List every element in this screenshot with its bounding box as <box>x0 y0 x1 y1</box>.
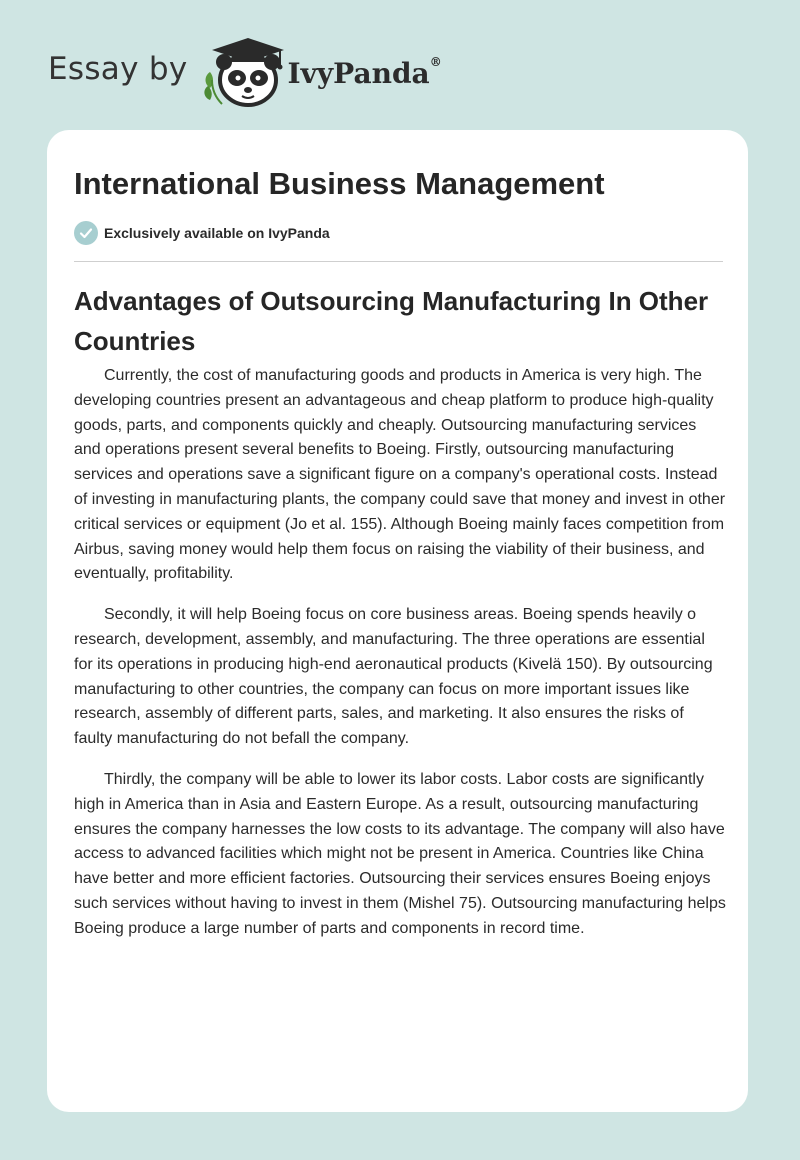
exclusive-badge <box>74 221 330 245</box>
ivypanda-logo[interactable] <box>200 36 286 108</box>
registered-mark: ® <box>429 54 442 69</box>
paragraph: Secondly, it will help Boeing focus on core business areas. Boeing spends heavily o research, development, assembly, and manufacturing. The three operations are essential for its operations in producing high-end aeronautical products (Kivelä 150). By outsourcing manufacturing to other countries, the company can focus on more important issues like research, assembly of different parts, sales, and marketing. It also ensures the risks of faulty manufacturing do not befall the company. <box>74 606 713 748</box>
check-icon <box>74 221 98 245</box>
section-heading: Advantages of Outsourcing Manufacturing In Other Countries <box>74 286 709 356</box>
brand-header <box>48 36 442 108</box>
page-title: International Business Management <box>74 166 605 201</box>
paragraph: Currently, the cost of manufacturing goods and products in America is very high. The developing countries present an advantageous and cheap platform to produce high-quality goods, parts, and components quickly and cheaply. Outsourcing manufacturing services and operations present several benefits to Boeing. Firstly, outsourcing manufacturing services and operations save a significant figure on a company's operational costs. Instead of investing in manufacturing plants, the company could save that money and invest in other critical services or equipment (Jo et al. 155). Although Boeing mainly faces competition from Airbus, saving money would help them focus on raising the viability of their business, and eventually, profitability. <box>74 367 726 583</box>
divider <box>74 261 723 262</box>
essay-by-label: Essay by <box>48 51 188 87</box>
panda-icon <box>200 36 286 108</box>
brand-name[interactable]: IvyPanda® <box>287 54 442 90</box>
exclusive-label: Exclusively available on IvyPanda <box>104 225 330 241</box>
article-card <box>47 130 748 1112</box>
paragraph: Thirdly, the company will be able to lower its labor costs. Labor costs are significantly high in America than in Asia and Eastern Europe. As a result, outsourcing manufacturing ensures the company harnesses the low costs to its advantage. The company will also have access to advanced facilities which might not be present in America. Countries like China have better and more efficient factories. Outsourcing their services ensures Boeing enjoys such services without having to invest in them (Mishel 75). Outsourcing manufacturing helps Boeing produce a large number of parts and components in record time. <box>74 770 726 937</box>
article-body <box>74 364 726 958</box>
